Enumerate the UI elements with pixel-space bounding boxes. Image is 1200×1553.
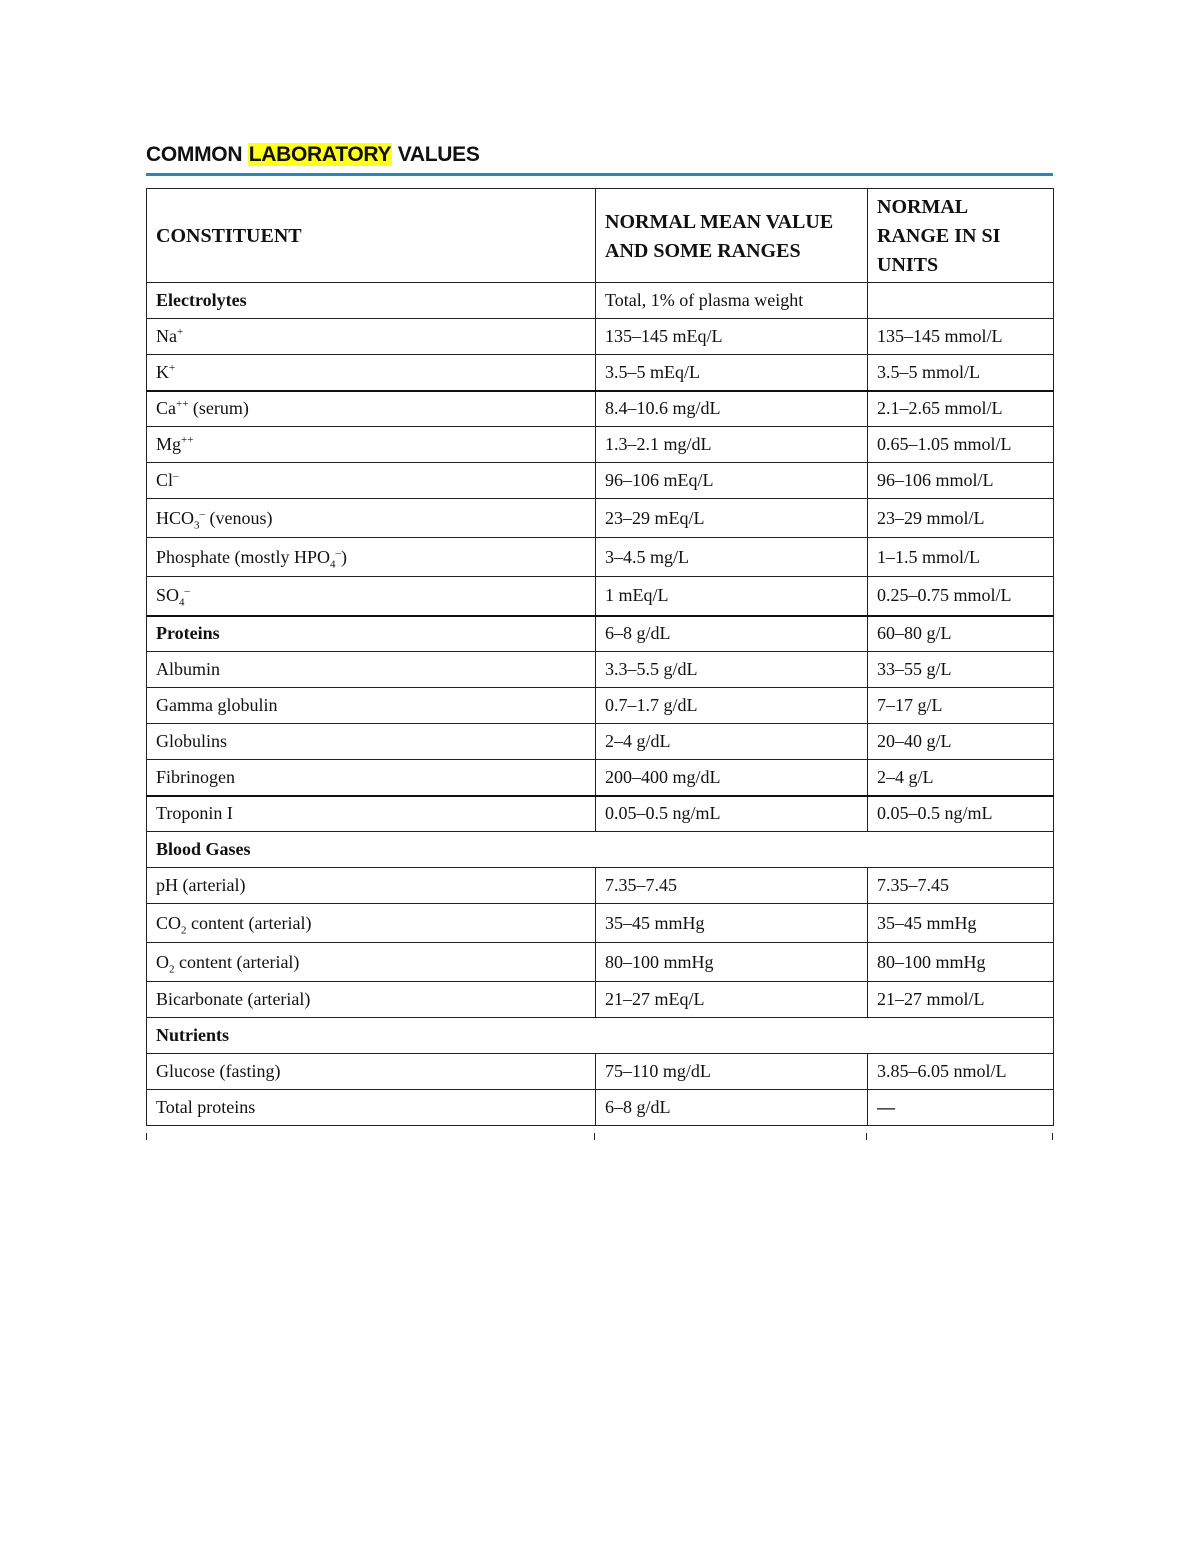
si-range-cell: — [868, 1090, 1054, 1126]
constituent-cell [147, 283, 596, 319]
constituent-name: Total proteins [156, 1097, 256, 1117]
constituent-cell [147, 1018, 1054, 1054]
constituent-cell [147, 832, 1054, 868]
constituent-name: O [156, 951, 169, 972]
normal-mean-cell: 6–8 g/dL [596, 616, 868, 652]
subscript: 4 [330, 558, 336, 571]
si-range-cell: 3.5–5 mmol/L [868, 355, 1054, 391]
si-range-cell: 23–29 mmol/L [868, 499, 1054, 538]
si-range-cell: 0.25–0.75 mmol/L [868, 577, 1054, 616]
normal-mean-cell: 23–29 mEq/L [596, 499, 868, 538]
table-continuation-tick [594, 1133, 595, 1140]
constituent-suffix: content (arterial) [174, 951, 300, 972]
table-row [147, 319, 1054, 355]
subscript: 2 [169, 963, 175, 976]
constituent-cell [147, 1090, 596, 1126]
normal-mean-cell: 80–100 mmHg [596, 943, 868, 982]
table-row [147, 355, 1054, 391]
table-continuation-tick [146, 1133, 147, 1140]
normal-mean-cell: 6–8 g/dL [596, 1090, 868, 1126]
title-underline-rule [146, 173, 1053, 176]
constituent-name: CO [156, 912, 182, 933]
superscript: + [169, 361, 176, 374]
constituent-name: K [156, 361, 169, 382]
normal-mean-cell: 3.5–5 mEq/L [596, 355, 868, 391]
constituent-name: SO [156, 585, 180, 606]
table-row [147, 796, 1054, 832]
constituent-cell [147, 355, 596, 391]
normal-mean-cell: 0.7–1.7 g/dL [596, 688, 868, 724]
normal-mean-cell: 75–110 mg/dL [596, 1054, 868, 1090]
constituent-name: Cl [156, 470, 174, 490]
table-section-row [147, 1018, 1054, 1054]
lab-values-table [146, 188, 1054, 1126]
table-row [147, 868, 1054, 904]
superscript: ++ [181, 434, 194, 446]
normal-mean-cell: 2–4 g/dL [596, 724, 868, 760]
normal-mean-cell: 3.3–5.5 g/dL [596, 652, 868, 688]
si-range-cell: 7–17 g/L [868, 688, 1054, 724]
table-row [147, 982, 1054, 1018]
table-continuation-tick [1052, 1133, 1053, 1140]
table-row [147, 904, 1054, 943]
superscript: – [184, 585, 191, 598]
normal-mean-cell: 0.05–0.5 ng/mL [596, 796, 868, 832]
header-constituent: CONSTITUENT [147, 189, 596, 283]
table-section-row [147, 616, 1054, 652]
title-word-laboratory-highlighted: LABORATORY [248, 143, 392, 166]
normal-mean-cell: 200–400 mg/dL [596, 760, 868, 796]
constituent-cell [147, 427, 596, 463]
si-range-cell: 3.85–6.05 nmol/L [868, 1054, 1054, 1090]
constituent-name: Phosphate (mostly HPO [156, 546, 331, 567]
table-row [147, 943, 1054, 982]
constituent-suffix: (venous) [205, 507, 273, 528]
constituent-name: Na [156, 326, 177, 346]
constituent-cell [147, 1054, 596, 1090]
normal-mean-cell: Total, 1% of plasma weight [596, 283, 868, 319]
constituent-suffix: (serum) [188, 398, 249, 419]
constituent-name: Blood Gases [156, 839, 251, 859]
si-range-cell: 135–145 mmol/L [868, 319, 1054, 355]
table-row [147, 499, 1054, 538]
constituent-cell [147, 538, 596, 577]
si-range-cell: 60–80 g/L [868, 616, 1054, 652]
si-range-cell [868, 283, 1054, 319]
table-section-row [147, 832, 1054, 868]
normal-mean-cell: 1.3–2.1 mg/dL [596, 427, 868, 463]
constituent-cell [147, 760, 596, 796]
page-title [146, 143, 480, 167]
constituent-name: Electrolytes [156, 290, 247, 310]
constituent-cell [147, 943, 596, 982]
si-range-cell: 2–4 g/L [868, 760, 1054, 796]
normal-mean-cell: 35–45 mmHg [596, 904, 868, 943]
header-normal-mean: NORMAL MEAN VALUE AND SOME RANGES [596, 189, 868, 283]
si-range-cell: 35–45 mmHg [868, 904, 1054, 943]
normal-mean-cell: 96–106 mEq/L [596, 463, 868, 499]
constituent-cell [147, 499, 596, 538]
constituent-name: Mg [156, 434, 182, 454]
constituent-name: Nutrients [156, 1025, 229, 1045]
constituent-cell [147, 724, 596, 760]
constituent-name: pH (arterial) [156, 875, 246, 895]
constituent-cell [147, 463, 596, 499]
table-continuation-tick [866, 1133, 867, 1140]
table-row [147, 652, 1054, 688]
constituent-cell [147, 319, 596, 355]
constituent-name: Albumin [156, 659, 221, 679]
si-range-cell: 7.35–7.45 [868, 868, 1054, 904]
si-range-cell: 96–106 mmol/L [868, 463, 1054, 499]
table-body [147, 283, 1054, 1126]
table-row [147, 1054, 1054, 1090]
title-word-values: VALUES [397, 143, 480, 166]
constituent-name: Globulins [156, 731, 228, 751]
constituent-cell [147, 616, 596, 652]
table-row [147, 391, 1054, 427]
constituent-cell [147, 868, 596, 904]
table-row [147, 538, 1054, 577]
superscript: + [177, 326, 184, 338]
si-range-cell: 2.1–2.65 mmol/L [868, 391, 1054, 427]
constituent-suffix: ) [341, 546, 348, 567]
si-range-cell: 0.65–1.05 mmol/L [868, 427, 1054, 463]
si-range-cell: 20–40 g/L [868, 724, 1054, 760]
table-row [147, 427, 1054, 463]
normal-mean-cell: 8.4–10.6 mg/dL [596, 391, 868, 427]
normal-mean-cell: 1 mEq/L [596, 577, 868, 616]
constituent-cell [147, 796, 596, 832]
normal-mean-cell: 3–4.5 mg/L [596, 538, 868, 577]
constituent-cell [147, 688, 596, 724]
table-header-row [147, 189, 1054, 283]
table-section-row [147, 283, 1054, 319]
table-row [147, 463, 1054, 499]
constituent-name: Proteins [156, 623, 220, 644]
si-range-cell: 80–100 mmHg [868, 943, 1054, 982]
subscript: 2 [181, 924, 187, 937]
superscript: – [173, 470, 179, 482]
normal-mean-cell: 7.35–7.45 [596, 868, 868, 904]
constituent-name: Fibrinogen [156, 766, 235, 787]
constituent-cell [147, 652, 596, 688]
normal-mean-cell: 21–27 mEq/L [596, 982, 868, 1018]
superscript: – [199, 507, 206, 520]
superscript: – [335, 546, 342, 559]
si-range-cell: 21–27 mmol/L [868, 982, 1054, 1018]
table-row [147, 724, 1054, 760]
constituent-name: Bicarbonate (arterial) [156, 989, 311, 1009]
constituent-cell [147, 982, 596, 1018]
constituent-name: Troponin I [156, 803, 233, 824]
constituent-name: Gamma globulin [156, 695, 278, 715]
constituent-cell [147, 577, 596, 616]
constituent-name: Ca [156, 398, 176, 419]
constituent-cell [147, 904, 596, 943]
title-word-common: COMMON [146, 143, 243, 166]
si-range-cell: 33–55 g/L [868, 652, 1054, 688]
si-range-cell: 0.05–0.5 ng/mL [868, 796, 1054, 832]
subscript: 3 [194, 519, 200, 532]
normal-mean-cell: 135–145 mEq/L [596, 319, 868, 355]
constituent-suffix: content (arterial) [186, 912, 312, 933]
constituent-name: HCO [156, 507, 195, 528]
table-row [147, 688, 1054, 724]
constituent-cell [147, 391, 596, 427]
header-si-range: NORMAL RANGE IN SI UNITS [868, 189, 1054, 283]
subscript: 4 [179, 596, 185, 609]
constituent-name: Glucose (fasting) [156, 1061, 281, 1081]
superscript: ++ [176, 398, 189, 411]
si-range-cell: 1–1.5 mmol/L [868, 538, 1054, 577]
table-row [147, 1090, 1054, 1126]
table-row [147, 577, 1054, 616]
table-row [147, 760, 1054, 796]
